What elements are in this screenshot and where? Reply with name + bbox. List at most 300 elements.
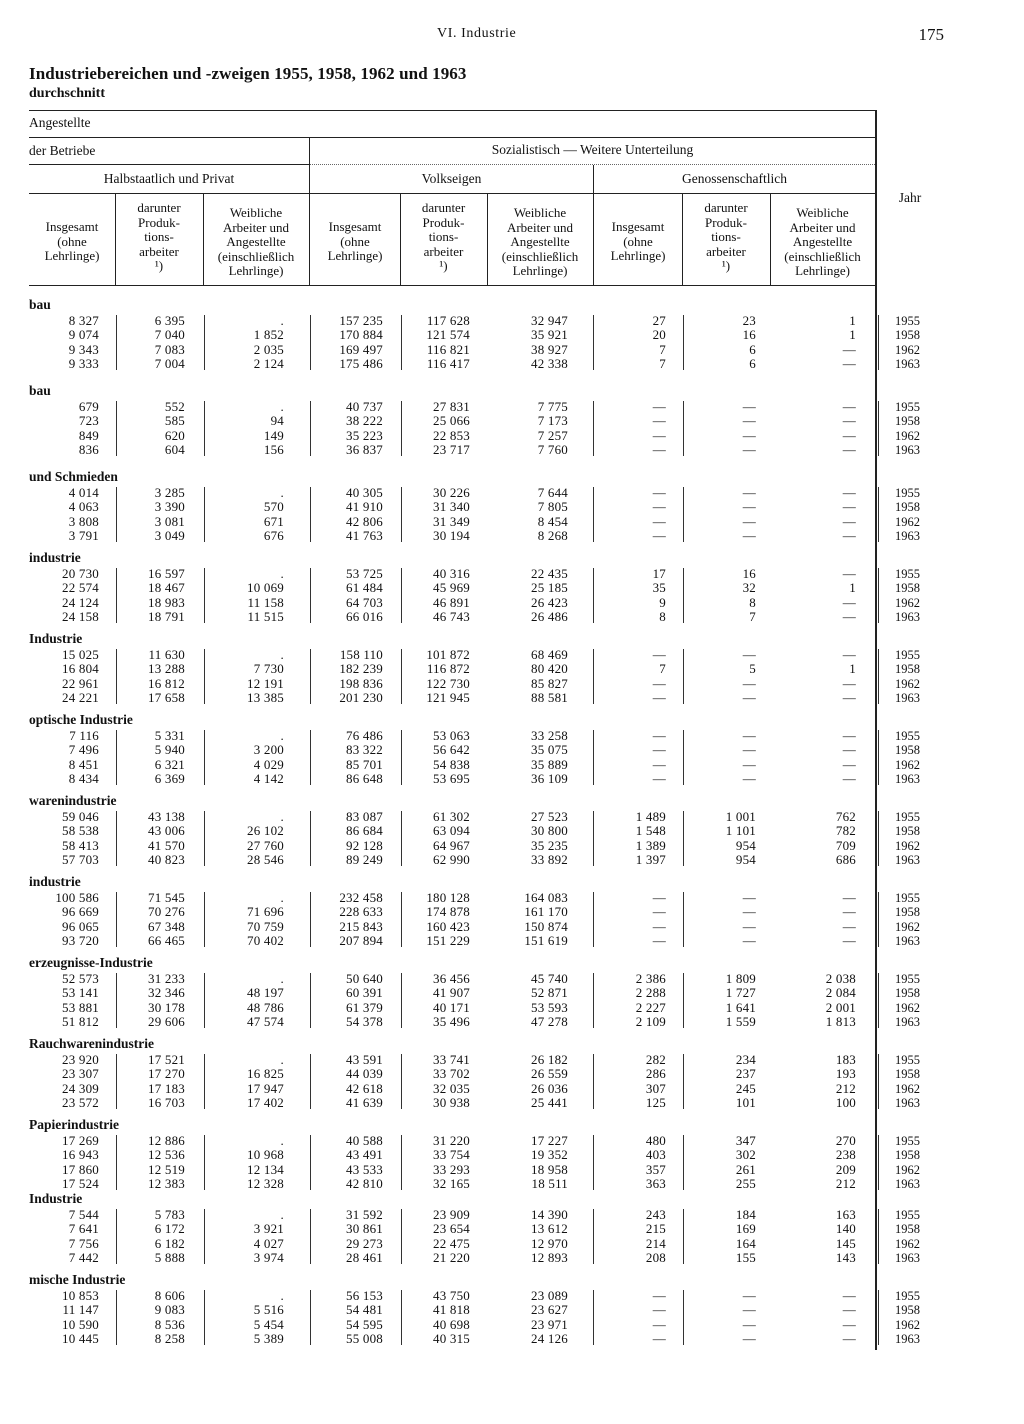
year-cell: 1958: [895, 743, 920, 758]
table-cell: 363: [645, 1175, 666, 1191]
table-cell: 85 827: [531, 675, 568, 691]
table-row: [0, 1082, 1024, 1096]
column-tick: [310, 730, 311, 785]
column-tick: [593, 1209, 594, 1264]
table-cell: 83 322: [346, 742, 383, 758]
year-cell: 1962: [895, 757, 920, 772]
table-row: [0, 429, 1024, 443]
col-head-2: darunter Produk- tions- arbeiter ¹): [137, 200, 181, 274]
year-cell: 1958: [895, 414, 920, 429]
table-cell: 38 222: [346, 413, 383, 429]
table-row: [0, 772, 1024, 786]
table-cell: —: [742, 441, 756, 457]
table-cell: —: [842, 675, 856, 691]
table-cell: 70 276: [148, 904, 185, 920]
table-cell: 175 486: [339, 355, 383, 371]
table-cell: 10 853: [62, 1288, 99, 1303]
table-cell: 101 872: [426, 647, 470, 662]
table-cell: 245: [735, 1080, 756, 1096]
table-cell: 16 703: [148, 1094, 185, 1110]
table-cell: 1 397: [635, 851, 666, 867]
column-tick: [401, 1209, 402, 1264]
column-tick: [310, 811, 311, 866]
table-cell: 96 065: [62, 918, 99, 934]
table-row: [0, 1015, 1024, 1029]
table-cell: 214: [645, 1235, 666, 1251]
table-cell: —: [742, 675, 756, 691]
table-cell: 40 737: [346, 399, 383, 414]
column-tick: [116, 811, 117, 866]
table-cell: 215 843: [339, 918, 383, 934]
table-cell: 9 083: [154, 1302, 185, 1318]
table-cell: —: [742, 756, 756, 772]
table-cell: 8: [749, 594, 756, 610]
table-cell: 7 805: [537, 499, 568, 515]
year-cell: 1963: [895, 1014, 920, 1029]
table-cell: 54 378: [346, 1013, 383, 1029]
table-cell: —: [742, 399, 756, 414]
table-cell: 18 791: [148, 608, 185, 624]
table-cell: 122 730: [426, 675, 470, 691]
table-cell: —: [842, 413, 856, 429]
table-cell: 140: [835, 1221, 856, 1237]
table-cell: 23 717: [433, 441, 470, 457]
table-cell: 12 519: [148, 1161, 185, 1177]
table-cell: 27 760: [247, 837, 284, 853]
column-tick: [116, 892, 117, 947]
table-cell: 570: [263, 499, 284, 515]
table-cell: 12 383: [148, 1175, 185, 1191]
year-cell: 1963: [895, 933, 920, 948]
table-cell: 2 227: [635, 999, 666, 1015]
table-cell: 23 627: [531, 1302, 568, 1318]
table-row: [0, 934, 1024, 948]
table-cell: 89 249: [346, 851, 383, 867]
table-cell: —: [842, 904, 856, 920]
table-cell: 1: [849, 327, 856, 343]
table-cell: 6: [749, 341, 756, 357]
table-cell: 50 640: [346, 971, 383, 986]
table-cell: 150 874: [524, 918, 568, 934]
table-row: [0, 729, 1024, 743]
col-head-8: darunter Produk- tions- arbeiter ¹): [704, 200, 748, 274]
table-cell: 16 943: [62, 1147, 99, 1163]
table-cell: 117 628: [426, 313, 470, 328]
table-cell: 18 467: [148, 580, 185, 596]
table-cell: —: [652, 918, 666, 934]
table-cell: 94: [270, 413, 284, 429]
table-cell: 42 806: [346, 513, 383, 529]
table-cell: 116 417: [426, 355, 470, 371]
table-cell: 16 812: [148, 675, 185, 691]
table-cell: 116 872: [426, 661, 470, 677]
table-cell: 41 570: [148, 837, 185, 853]
table-cell: 125: [645, 1094, 666, 1110]
table-cell: 46 891: [433, 594, 470, 610]
year-cell: 1955: [895, 314, 920, 328]
table-cell: 7 083: [154, 341, 185, 357]
table-cell: 169 497: [339, 341, 383, 357]
year-cell: 1958: [895, 1303, 920, 1318]
year-cell: 1962: [895, 919, 920, 934]
table-cell: 1 001: [725, 809, 756, 824]
table-cell: 43 006: [148, 823, 185, 839]
table-row: [0, 581, 1024, 595]
table-cell: 61 379: [346, 999, 383, 1015]
table-cell: 3 791: [68, 527, 99, 543]
table-row: [0, 891, 1024, 905]
year-cell: 1955: [895, 486, 920, 500]
table-cell: 33 754: [433, 1147, 470, 1163]
year-cell: 1958: [895, 328, 920, 343]
table-cell: 41 818: [433, 1302, 470, 1318]
table-cell: 40 305: [346, 485, 383, 500]
table-cell: 23 307: [62, 1066, 99, 1082]
table-cell: 66 016: [346, 608, 383, 624]
table-cell: .: [280, 809, 284, 824]
table-cell: 7 760: [537, 441, 568, 457]
table-cell: —: [652, 499, 666, 515]
column-tick: [204, 1209, 205, 1264]
table-row: [0, 1332, 1024, 1346]
table-cell: 70 402: [247, 932, 284, 948]
year-cell: 1963: [895, 442, 920, 457]
table-cell: 96 669: [62, 904, 99, 920]
table-cell: 198 836: [339, 675, 383, 691]
table-cell: —: [742, 932, 756, 948]
table-row: [0, 986, 1024, 1000]
table-row: [0, 515, 1024, 529]
table-cell: 182 239: [339, 661, 383, 677]
table-cell: 22 961: [62, 675, 99, 691]
table-cell: 53 063: [433, 728, 470, 743]
table-cell: 32 035: [433, 1080, 470, 1096]
table-row: [0, 662, 1024, 676]
table-cell: 43 591: [346, 1052, 383, 1067]
year-cell: 1955: [895, 891, 920, 905]
table-cell: 156: [263, 441, 284, 457]
table-cell: 7 756: [68, 1235, 99, 1251]
table-cell: 1 101: [725, 823, 756, 839]
table-row: [0, 1053, 1024, 1067]
column-tick: [116, 1054, 117, 1109]
table-cell: 48 786: [247, 999, 284, 1015]
table-cell: 17 860: [62, 1161, 99, 1177]
year-cell: 1962: [895, 1162, 920, 1177]
column-tick: [310, 401, 311, 456]
column-tick: [593, 1290, 594, 1345]
column-tick: [878, 1054, 879, 1109]
year-cell: 1958: [895, 500, 920, 515]
table-cell: 3 974: [253, 1249, 284, 1265]
table-cell: 184: [735, 1207, 756, 1222]
table-cell: 7: [749, 608, 756, 624]
table-row: [0, 1289, 1024, 1303]
table-cell: 32 947: [531, 313, 568, 328]
table-cell: 12 970: [531, 1235, 568, 1251]
table-cell: 164 083: [524, 890, 568, 905]
section-label: Papierindustrie: [29, 1117, 119, 1132]
year-cell: 1962: [895, 1081, 920, 1096]
table-cell: 30 226: [433, 485, 470, 500]
table-cell: 8 327: [68, 313, 99, 328]
table-row: [0, 1177, 1024, 1191]
column-tick: [310, 892, 311, 947]
table-row: [0, 1067, 1024, 1081]
table-cell: 36 109: [531, 770, 568, 786]
table-cell: 270: [835, 1133, 856, 1148]
table-cell: 2 038: [825, 971, 856, 986]
table-cell: 7: [659, 661, 666, 677]
table-cell: 18 983: [148, 594, 185, 610]
table-cell: 207 894: [339, 932, 383, 948]
column-tick: [683, 1054, 684, 1109]
head-jahr: Jahr: [898, 190, 922, 205]
table-cell: 66 465: [148, 932, 185, 948]
table-cell: 1: [849, 313, 856, 328]
table-cell: 201 230: [339, 689, 383, 705]
column-tick: [401, 892, 402, 947]
table-cell: 7 496: [68, 742, 99, 758]
table-row: [0, 486, 1024, 500]
table-cell: 169: [735, 1221, 756, 1237]
table-cell: 64 703: [346, 594, 383, 610]
table-cell: 52 871: [531, 985, 568, 1001]
table-cell: 31 349: [433, 513, 470, 529]
table-cell: 11 630: [148, 647, 185, 662]
table-cell: 61 302: [433, 809, 470, 824]
table-cell: —: [652, 728, 666, 743]
table-cell: 43 138: [148, 809, 185, 824]
column-tick: [204, 1290, 205, 1345]
table-cell: —: [652, 1288, 666, 1303]
column-tick: [683, 487, 684, 542]
table-cell: 13 385: [247, 689, 284, 705]
table-row: [0, 1222, 1024, 1236]
table-cell: 6: [749, 355, 756, 371]
column-tick: [310, 649, 311, 704]
table-cell: 7 116: [69, 728, 99, 743]
table-cell: 158 110: [339, 647, 383, 662]
table-cell: 121 945: [426, 689, 470, 705]
table-cell: 3 081: [154, 513, 185, 529]
table-cell: 53 593: [531, 999, 568, 1015]
table-cell: 1 809: [725, 971, 756, 986]
table-cell: 10 445: [62, 1330, 99, 1346]
table-cell: 2 124: [253, 355, 284, 371]
column-tick: [310, 1135, 311, 1190]
table-cell: 604: [164, 441, 185, 457]
table-cell: 35 889: [531, 756, 568, 772]
table-cell: 17 658: [148, 689, 185, 705]
table-cell: 17 270: [148, 1066, 185, 1082]
table-cell: —: [742, 513, 756, 529]
table-cell: 36 837: [346, 441, 383, 457]
column-tick: [204, 401, 205, 456]
table-cell: 51 812: [62, 1013, 99, 1029]
table-row: [0, 758, 1024, 772]
table-cell: 1 641: [725, 999, 756, 1015]
table-row: [0, 357, 1024, 371]
table-cell: 36 456: [433, 971, 470, 986]
table-cell: 48 197: [247, 985, 284, 1001]
table-cell: 53 725: [346, 566, 383, 581]
column-tick: [878, 568, 879, 623]
column-tick: [683, 1209, 684, 1264]
column-tick: [593, 568, 594, 623]
column-tick: [878, 1209, 879, 1264]
table-cell: 8 451: [68, 756, 99, 772]
table-cell: 232 458: [339, 890, 383, 905]
table-cell: 30 938: [433, 1094, 470, 1110]
col-head-5: darunter Produk- tions- arbeiter ¹): [421, 200, 466, 274]
table-row: [0, 691, 1024, 705]
table-cell: 27 831: [433, 399, 470, 414]
section-label: Industrie: [29, 631, 83, 646]
column-tick: [204, 730, 205, 785]
table-row: [0, 810, 1024, 824]
section-label: Industrie: [29, 1191, 83, 1206]
table-cell: .: [280, 1207, 284, 1222]
table-cell: —: [842, 742, 856, 758]
table-row: [0, 500, 1024, 514]
table-cell: 58 413: [62, 837, 99, 853]
table-cell: 42 338: [531, 355, 568, 371]
column-tick: [593, 487, 594, 542]
table-cell: —: [742, 728, 756, 743]
section-label: industrie: [29, 874, 81, 889]
table-cell: 4 029: [253, 756, 284, 772]
table-cell: —: [742, 742, 756, 758]
table-cell: 149: [263, 427, 284, 443]
table-cell: 40 316: [433, 566, 470, 581]
table-cell: —: [842, 341, 856, 357]
year-cell: 1958: [895, 824, 920, 839]
column-tick: [593, 892, 594, 947]
table-cell: 28 546: [247, 851, 284, 867]
year-cell: 1958: [895, 581, 920, 596]
table-cell: 21 220: [433, 1249, 470, 1265]
table-cell: 35 235: [531, 837, 568, 853]
table-cell: 7 257: [537, 427, 568, 443]
table-cell: 57 703: [62, 851, 99, 867]
year-cell: 1955: [895, 1289, 920, 1303]
table-cell: 17 183: [148, 1080, 185, 1096]
table-cell: 52 573: [62, 971, 99, 986]
table-cell: 209: [835, 1161, 856, 1177]
table-cell: 145: [835, 1235, 856, 1251]
table-cell: —: [842, 1316, 856, 1332]
table-cell: 33 741: [433, 1052, 470, 1067]
column-tick: [204, 892, 205, 947]
table-cell: 212: [835, 1080, 856, 1096]
year-cell: 1963: [895, 1250, 920, 1265]
table-title: Industriebereichen und -zweigen 1955, 1958, 1962 und 1963: [29, 64, 467, 83]
table-cell: 23 089: [531, 1288, 568, 1303]
column-tick: [401, 401, 402, 456]
column-tick: [683, 649, 684, 704]
table-cell: 302: [735, 1147, 756, 1163]
table-cell: 22 853: [433, 427, 470, 443]
table-cell: 2 288: [635, 985, 666, 1001]
column-tick: [683, 811, 684, 866]
table-cell: —: [652, 1330, 666, 1346]
table-cell: 174 878: [426, 904, 470, 920]
year-cell: 1958: [895, 1148, 920, 1163]
table-cell: 30 800: [531, 823, 568, 839]
column-tick: [401, 1054, 402, 1109]
column-tick: [878, 401, 879, 456]
table-cell: 32 346: [148, 985, 185, 1001]
table-cell: 17 269: [62, 1133, 99, 1148]
table-cell: .: [280, 647, 284, 662]
column-tick: [116, 401, 117, 456]
table-row: [0, 400, 1024, 414]
table-cell: 41 907: [433, 985, 470, 1001]
table-cell: 161 170: [524, 904, 568, 920]
table-row: [0, 824, 1024, 838]
table-cell: 5 940: [154, 742, 185, 758]
head-der-betriebe: der Betriebe: [29, 143, 96, 158]
table-cell: 24 221: [62, 689, 99, 705]
table-cell: 2 084: [825, 985, 856, 1001]
table-cell: 212: [835, 1175, 856, 1191]
table-cell: 5 783: [154, 1207, 185, 1222]
col-head-4: Insgesamt (ohne Lehrlinge): [327, 219, 383, 264]
column-tick: [878, 649, 879, 704]
table-cell: 26 102: [247, 823, 284, 839]
column-tick: [593, 730, 594, 785]
table-cell: —: [742, 499, 756, 515]
table-cell: 6 321: [154, 756, 185, 772]
table-cell: —: [652, 932, 666, 948]
col-head-3: Weibliche Arbeiter und Angestellte (einschließlich Lehrlinge): [217, 205, 295, 279]
table-cell: 403: [645, 1147, 666, 1163]
table-cell: 17 524: [62, 1175, 99, 1191]
table-cell: 8 268: [537, 527, 568, 543]
table-cell: 31 592: [346, 1207, 383, 1222]
table-cell: 46 743: [433, 608, 470, 624]
year-cell: 1958: [895, 905, 920, 920]
column-tick: [683, 1290, 684, 1345]
table-cell: 208: [645, 1249, 666, 1265]
table-row: [0, 648, 1024, 662]
table-cell: 20 730: [62, 566, 99, 581]
table-cell: —: [842, 770, 856, 786]
table-cell: 17 227: [531, 1133, 568, 1148]
year-cell: 1963: [895, 852, 920, 867]
year-cell: 1955: [895, 1208, 920, 1222]
table-cell: 6 395: [154, 313, 185, 328]
year-cell: 1963: [895, 356, 920, 371]
table-row: [0, 743, 1024, 757]
column-tick: [116, 487, 117, 542]
table-cell: 43 750: [433, 1288, 470, 1303]
table-cell: 10 069: [247, 580, 284, 596]
table-cell: 10 590: [62, 1316, 99, 1332]
column-tick: [683, 1135, 684, 1190]
table-cell: 35 921: [531, 327, 568, 343]
table-row: [0, 1001, 1024, 1015]
column-tick: [683, 568, 684, 623]
section-label: und Schmieden: [29, 469, 118, 484]
table-cell: 4 063: [68, 499, 99, 515]
column-tick: [401, 487, 402, 542]
table-cell: 8 258: [154, 1330, 185, 1346]
year-cell: 1963: [895, 609, 920, 624]
column-tick: [878, 811, 879, 866]
table-cell: 101: [735, 1094, 756, 1110]
